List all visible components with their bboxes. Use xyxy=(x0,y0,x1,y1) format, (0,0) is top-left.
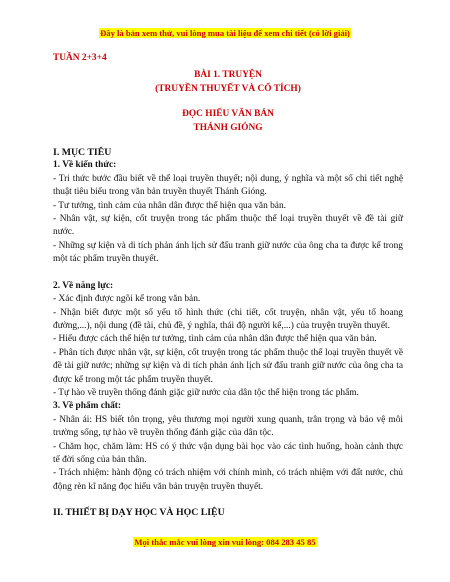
preview-notice-text: Đây là bản xem thử, vui lòng mua tài liệu để xem chi tiết (có lời giải) xyxy=(100,28,350,38)
skills-item: - Phân tích được nhân vật, sự kiện, cốt truyện trong tác phẩm thuộc thể loại truyền thuyết về đề tài giữ nước; những sự kiện và di tích phản ánh lịch sử đấu tranh giữ nước của ông cha ta được kể trong một tác phẩm truyền thuyết. xyxy=(53,347,403,385)
skills-item: - Hiểu được cách thể hiện tư tưởng, tình cảm của nhân dân được thể hiện qua văn bản. xyxy=(53,334,377,345)
qualities-item: - Nhân ái: HS biết tôn trọng, yêu thương mọi người xung quanh, trân trọng và bảo vệ môi trường sống, tự hào về truyền thống đánh giặc của dân tộc. xyxy=(53,414,403,439)
section-1-heading: I. MỤC TIÊU xyxy=(53,147,112,159)
reading-title-line-1: ĐỌC HIỂU VĂN BẢN xyxy=(182,109,274,120)
contact-notice-text: Mọi thắc mắc vui lòng xin vui lòng: 084 283 45 85 xyxy=(134,537,316,547)
lesson-title-line-2: (TRUYỀN THUYẾT VÀ CỔ TÍCH) xyxy=(155,83,301,94)
knowledge-item: - Tư tưởng, tình cảm của nhân dân được thể hiện qua văn bản. xyxy=(53,200,286,211)
qualities-heading: 3. Về phẩm chất: xyxy=(53,401,122,412)
week-label: TUẦN 2+3+4 xyxy=(53,53,107,63)
qualities-item: - Trách nhiệm: hành động có trách nhiệm với chính mình, có trách nhiệm với đất nước, chủ động rèn kĩ năng đọc hiểu văn bản truyện truyền thuyết. xyxy=(53,468,403,492)
qualities-item: - Chăm học, chăm làm: HS có ý thức vận dụng bài học vào các tình huống, hoàn cảnh thực tế đời sống của bản thân. xyxy=(53,441,403,465)
knowledge-item: - Tri thức bước đầu biết về thể loại truyền thuyết; nội dung, ý nghĩa và một số chi tiết nghệ thuật tiêu biểu trong văn bản truyền thuyết Thánh Gióng. xyxy=(53,173,403,198)
knowledge-item: - Những sự kiện và di tích phản ánh lịch sử đấu tranh giữ nước của ông cha ta được kể trong một tác phẩm truyền thuyết. xyxy=(53,240,403,265)
skills-item: - Tự hào về truyền thống đánh giặc giữ nước của dân tộc thể hiện trong tác phẩm. xyxy=(53,387,359,398)
preview-notice xyxy=(0,28,450,38)
section-2-heading: II. THIẾT BỊ DẠY HỌC VÀ HỌC LIỆU xyxy=(53,507,225,519)
document-body xyxy=(53,52,403,520)
skills-heading: 2. Về năng lực: xyxy=(53,280,114,291)
reading-title-line-2: THÁNH GIÓNG xyxy=(193,122,263,133)
knowledge-item: - Nhân vật, sự kiện, cốt truyện trong tác phẩm thuộc thể loại truyền thuyết về đề tài giữ nước. xyxy=(53,214,403,238)
skills-item: - Xác định được ngôi kể trong văn bản. xyxy=(53,294,201,305)
skills-item: - Nhận biết được một số yếu tố hình thức (chi tiết, cốt truyện, nhân vật, yếu tố hoang đường,...), nội dung (đề tài, chủ đề, ý nghĩa, thái độ người kể,...) của truyện truyền thuyết. xyxy=(53,307,403,331)
lesson-title-line-1: BÀI 1. TRUYỆN xyxy=(194,70,262,81)
knowledge-heading: 1. Về kiến thức: xyxy=(53,160,117,171)
spacer xyxy=(53,267,403,280)
contact-notice xyxy=(0,537,450,547)
